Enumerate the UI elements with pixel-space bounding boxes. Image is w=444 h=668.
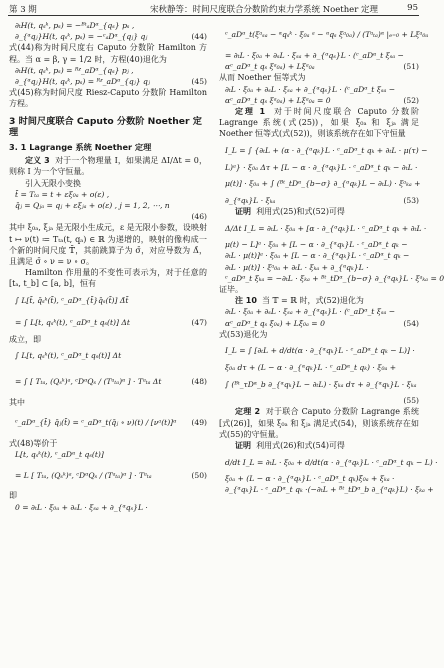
equation: ∂_{ᵅqⱼ}H(t, qₛᵏ, pₛ) = −ᶜₐDᵅ_{qⱼ} qⱼ (44) bbox=[15, 32, 207, 42]
equation: d/dt I_L = ∂ₜL · ξ₀ₐ + d/dt(α · ∂_{ᵅqₖ}L · ᶜ_aDᵅ_t qₖ − L) · bbox=[225, 457, 438, 467]
paragraph: 证毕。 bbox=[219, 285, 243, 295]
paragraph: Hamilton 作用量的不变性可表示为，对于任意的 [tₐ, t_b] ⊂ [a, b]，恒有 bbox=[9, 268, 207, 289]
page-header bbox=[0, 0, 427, 20]
equation: αᶜ_aDᵅ_t qₛ ξᵃ₀ₐ) + Lξᵃ₀ₐ = 0 (52) bbox=[225, 95, 419, 105]
equation: ᶜ_aDᵅ_t ξₖₐ = −∂ₜL · ξₖₐ + ᴮᵗ_tDᵅ_{b−σ} ∂_{ᵅqₖ}L · ξᵃₖₐ = 0 bbox=[225, 273, 444, 283]
equation: I_L = ∫ [∂ₜL + d/dt(α · ∂_{ᵅqₖ}L · ᶜ_aDᵅ_t qₖ − L)] · bbox=[225, 346, 415, 356]
paragraph: 其中 ξ₀ₐ, ξⱼₐ 是无限小生成元，ε 是无限小参数，设映射 t ↦ ν(t) ≔ Tₜₐ(t, qₐ) ∈ ℝ 为递增的，映射的像构成一个新的时间尺度 𝕋̄，其前跳算子为 σ̄，对应导数为 Δ̄，且满足 σ̄ ∘ ν = ν ∘ σ。 bbox=[9, 223, 207, 267]
equation: 0 = ∂ₜL · ξ₀ₐ + ∂ₛL · ξₛₐ + ∂_{ᵅqₛ}L · bbox=[15, 502, 148, 512]
equation: μ(t)] · ξ₀ₐ + ∫ (ᴮᵗ_tDᵅ_{b−σ} ∂_{ᵅqₖ}L − ∂ₜL) · ξᵃₖₐ + bbox=[225, 179, 421, 189]
equation-number: (45) bbox=[191, 77, 207, 87]
equation: ∂_{ᵅqₖ}L · ξₖₐ (53) bbox=[225, 195, 419, 205]
equation: αᶜ_aDᵅ_t qₛ ξ̇₀ₐ) + Lξ̇₀ₐ = 0 (54) bbox=[225, 318, 419, 328]
remark: 注 10 当 𝕋 = ℝ 时，式(52)退化为 bbox=[235, 296, 364, 306]
equation: q̄ⱼ = Qⱼₐ = qⱼ + εξⱼₐ + o(ε) , j = 1, 2, ⋯, n bbox=[15, 201, 170, 211]
equation-number: (44) bbox=[191, 32, 207, 42]
equation-number: (55) bbox=[403, 396, 419, 406]
equation: I_L = ∫ {∂ₜL + (α · ∂_{ᵅqₖ}L · ᶜ_aDᵅ_t qₖ + ∂ₜL · μ(τ) − bbox=[225, 146, 428, 156]
section-heading: 3 时间尺度联合 Caputo 分数阶 Noether 定理 bbox=[9, 115, 202, 138]
proof: 证明 利用式(25)和式(52)可得 bbox=[235, 207, 345, 217]
equation: αᶜ_aDᵅ_t qₛ ξᵃ₀ₐ) + Lξᵃ₀ₐ (51) bbox=[225, 62, 419, 72]
paragraph: 式(48)等价于 bbox=[9, 439, 58, 449]
theorem: 定理 2 对于联合 Caputo 分数阶 Lagrange 系统[式(26)]，如果 ξ₀ₐ 和 ξⱼₐ 满足式(54)，则该系统存在如式(55)的守恒量。 bbox=[219, 407, 419, 439]
equation: = L [ Tₜₐ, (Qₛᵏ)ᵃ, ᶜDᵅQₛ / (Tᵃₜₐ)ᵅ ] · Tᵃₜₐ (50) bbox=[15, 470, 207, 480]
equation-number: (46) bbox=[191, 212, 207, 222]
equation: ∫ (ᴮᵗ_τDᵅ_b ∂_{ᵅqₖ}L − ∂ₜL) · ξₖₐ dτ + ∂_{ᵅqₖ}L · ξₖₐ bbox=[225, 379, 417, 389]
header-rule bbox=[8, 15, 419, 16]
paragraph: 成立，即 bbox=[9, 334, 41, 344]
paragraph: 引入无限小变换 bbox=[25, 178, 81, 188]
paragraph: 从而 Noether 恒等式为 bbox=[219, 73, 306, 83]
issue-number: 第 3 期 bbox=[9, 5, 37, 15]
equation: ∂ₜL · μ(t)]ᵃ · ξ₀ₐ + [L − α · ∂_{ᵅqₖ}L · ᶜ_aDᵅ_t qₖ − bbox=[225, 251, 410, 261]
paragraph: 即 bbox=[9, 491, 17, 501]
equation bbox=[9, 211, 207, 222]
equation: ∂ₜL · ξ₀ₐ + ∂ₛL · ξₛₐ + ∂_{ᵅqₛ}L · (ᶜ_aDᵅ_t ξₛₐ − bbox=[225, 307, 396, 317]
left-column bbox=[9, 20, 207, 513]
equation: ∂ₜL · ξ₀ₐ + ∂ₛL · ξₛₐ + ∂_{ᵅqₛ}L · (ᶜ_aDᵅ_t ξₛₐ − bbox=[225, 84, 396, 94]
equation: L)ᵃ} · ξ₀ₐ Δτ + [L − α · ∂_{ᵅqₖ}L · ᶜ_aDᵅ_t qₖ − ∂ₜL · bbox=[225, 162, 418, 172]
equation-number: (48) bbox=[191, 377, 207, 387]
equation: ∂ₜH(t, qₛᵏ, pₛ) = −ᴮᵗₐDᵅ_{qₛ} pₛ , bbox=[15, 21, 135, 30]
equation: ξ₀ₐ dτ + (L − α · ∂_{ᵅqₖ}L · ᶜ_aDᵅ_t qₖ) · ξ₀ₐ + bbox=[225, 363, 397, 373]
paragraph: 其中 bbox=[9, 397, 25, 407]
equation: L[t, qₛᵏ(t), ᶜ_aDᵅ_t qₛ(t)] bbox=[15, 450, 104, 460]
equation: Δ/Δt I_L = ∂ₜL · ξ₀ₐ + [α · ∂_{ᵅqₖ}L · ᶜ_aDᵅ_t qₖ + ∂ₜL · bbox=[225, 223, 427, 233]
equation-number: (54) bbox=[403, 318, 419, 328]
equation-number: (49) bbox=[191, 418, 207, 428]
paragraph: 式(45)称为时间尺度 Riesz-Caputo 分数阶 Hamilton 方程。 bbox=[9, 88, 207, 109]
equation-number: (51) bbox=[403, 62, 419, 72]
equation: ∂ₜL · μ(t)] · ξᵃ₀ₐ + ∂ₜL · ξₖₐ + ∂_{ᵅqₖ}L · bbox=[225, 262, 369, 272]
equation: ∫ L[t, qₛᵏ(t), ᶜ_aDᵅ_t qₛ(t)] Δt bbox=[15, 351, 122, 361]
equation-number: (50) bbox=[191, 470, 207, 480]
equation: ᶜ_aDᵅ_{t̄} q̄ⱼ(t̄) = ᶜ_aDᵅ_t(q̄ⱼ ∘ ν)(t) / [νᵃ(t)]ᵅ (49) bbox=[15, 418, 207, 428]
equation: ᶜ_aDᵅ_t(ξᵃₛₐ − ᵅqₛᵏ · ξ₀ₐ ᵃ − ᵅqₛ ξᵃ₀ₐ) / (Tᵃₜₐ)ᵅ |ₑ₌₀ + Lξᵃ₀ₐ bbox=[225, 30, 429, 40]
equation: = ∂ₜL · ξ₀ₐ + ∂ₛL · ξₛₐ + ∂_{ᵅqₛ}L · (ᶜ_aDᵅ_t ξₛₐ − bbox=[225, 51, 404, 60]
equation: = ∫ L[t, qₛᵏ(t), ᶜ_aDᵅ_t qₛ(t)] Δt (47) bbox=[15, 318, 207, 328]
definition: 定义 3 对于一个物理量 I，如果满足 ΔI/Δt = 0，则称 I 为一个守恒量。 bbox=[9, 156, 207, 177]
equation: ∫ L[t̄, q̄ₛᵏ(t̄), ᶜ_aDᵅ_{t̄}q̄ₛ(t̄)] Δ̄t̄ bbox=[15, 296, 129, 306]
equation: ∂_{ᵅqⱼ}H(t, qₛᵏ, pₛ) = ᴿᶻ_aDᵅ_{qⱼ} qⱼ (45) bbox=[15, 77, 207, 87]
equation: μ(t) − L]ᵃ · ξ₀ₐ + [L − α · ∂_{ᵅqₖ}L · ᶜ_aDᵅ_t qₖ − bbox=[225, 240, 408, 250]
theorem: 定理 1 对于时间尺度联合 Caputo 分数阶 Lagrange 系统(式(25))，如果 ξ₀ₐ 和 ξⱼₐ 满足 Noether 恒等式(式(52))，则该系统存在如下守恒量 bbox=[219, 107, 419, 139]
equation: t̄ = Tₜₐ = t + εξ₀ₐ + o(ε) , bbox=[15, 189, 110, 199]
equation-number: (53) bbox=[403, 195, 419, 205]
equation bbox=[219, 395, 419, 406]
page-number: 95 bbox=[407, 3, 418, 13]
proof: 证明 利用式(26)和式(54)可得 bbox=[235, 441, 345, 451]
equation: ξ₀ₐ + (L − α · ∂_{ᵅqₖ}L · ᶜ_aDᵅ_t qₖ)ξ̇₀ₐ + ξₖₐ · bbox=[225, 474, 395, 484]
equation-number: (47) bbox=[191, 318, 207, 328]
equation: = ∫ [ Tₜₐ, (Qₛᵏ)ᵃ, ᶜDᵅQₛ / (Tᵃₜₐ)ᵅ ] · Tᵃₜₐ Δt (48) bbox=[15, 377, 207, 387]
subsection-heading: 3. 1 Lagrange 系统 Noether 定理 bbox=[9, 142, 152, 153]
paragraph: 式(44)称为时间尺度右 Caputo 分数阶 Hamilton 方程。当 α = β, γ = 1/2 时，方程(40)退化为 bbox=[9, 43, 207, 64]
equation: ∂ₜH(t, qₛᵏ, pₛ) = ᴿᶻ_aDᵅ_{qₛ} pⱼ , bbox=[15, 65, 134, 75]
right-column bbox=[219, 20, 444, 496]
paragraph: 式(53)退化为 bbox=[219, 329, 268, 339]
running-title: 宋秋静等：时间尺度联合分数阶约束力学系统 Noether 定理 bbox=[150, 5, 378, 15]
equation-number: (52) bbox=[403, 95, 419, 105]
equation: ∂_{ᵅqₖ}L · ᶜ_aDᵅ_t qₖ ·(−∂ₜL + ᴮᵗ_tDᵅ_b ∂_{ᵅqₖ}L) · ξₖₐ + bbox=[225, 485, 434, 495]
